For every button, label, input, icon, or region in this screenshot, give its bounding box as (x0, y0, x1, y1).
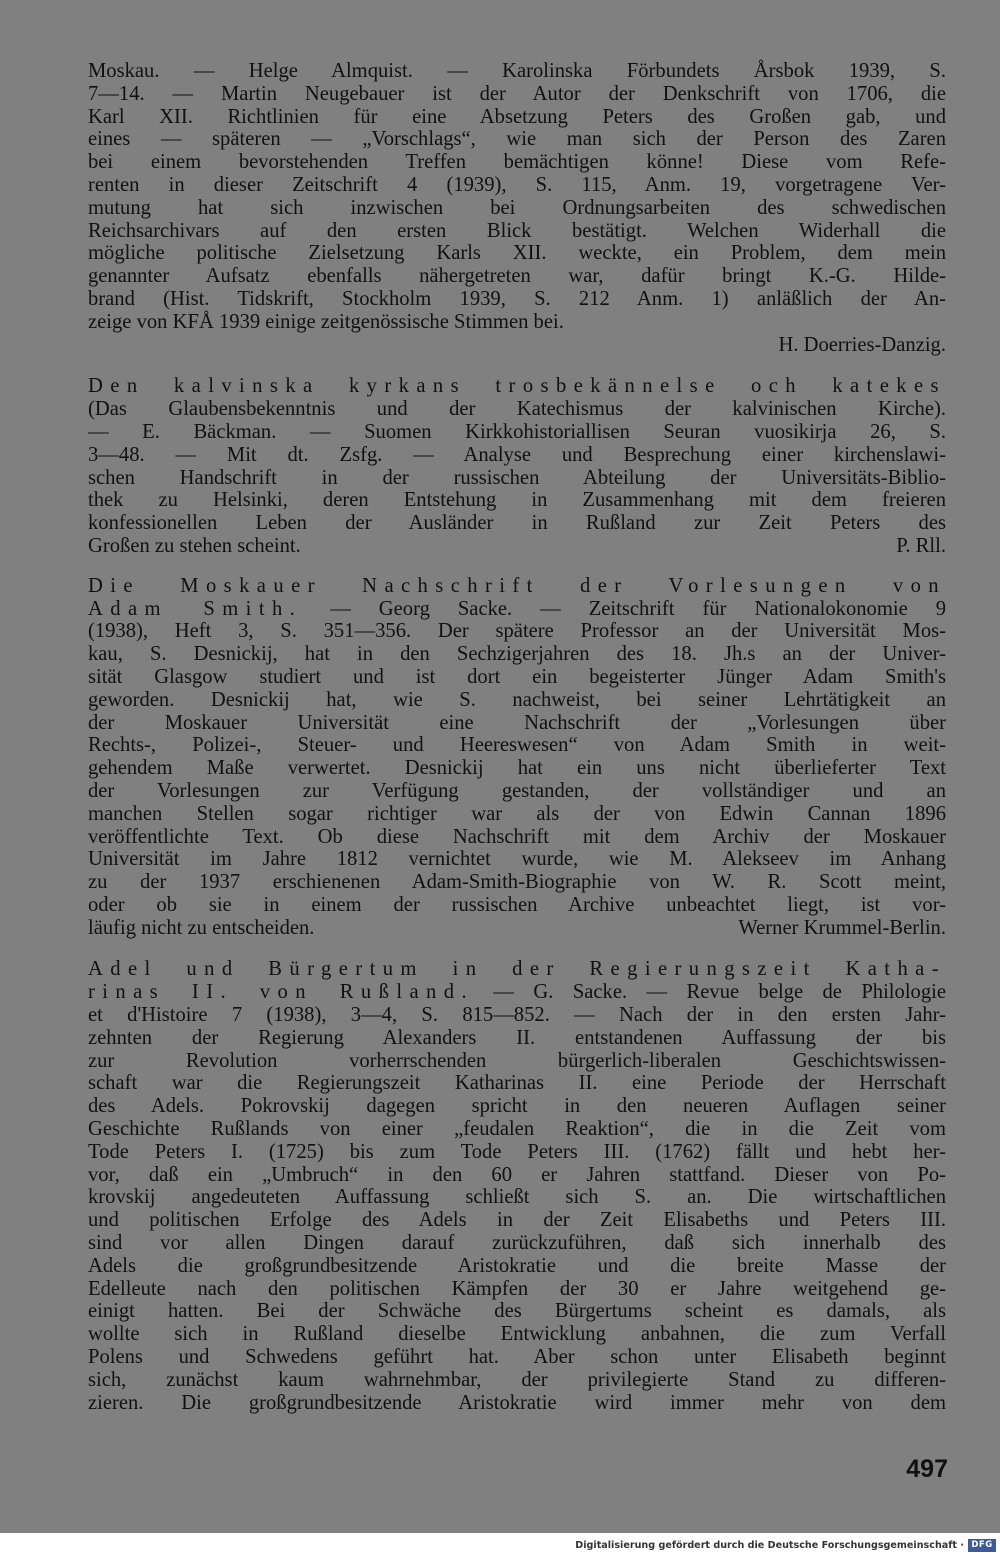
text-line: manchen Stellen sogar richtiger war als der von Edwin Cannan 1896 (88, 802, 946, 825)
text-line: kau, S. Desnickij, hat in den Sechzigerjahren des 18. Jh.s an der Univer- (88, 643, 946, 666)
entry-title-end: rinas II. von Rußland. (88, 981, 475, 1004)
text-line: Moskau. — Helge Almquist. — Karolinska Förbundets Årsbok 1939, S. (88, 60, 946, 82)
text-line (88, 535, 946, 558)
text-line: gehendem Maße verwertet. Desnickij hat ein uns nicht überlieferter Text (88, 757, 946, 780)
text-line (88, 981, 946, 1004)
page-number: 497 (906, 1455, 948, 1483)
text-line: wollte sich in Rußland dieselbe Entwicklung anbahnen, die zum Verfall (88, 1323, 946, 1346)
text-line: vor, daß ein „Umbruch“ in den 60 er Jahren stattfand. Dieser von Po- (88, 1163, 946, 1186)
text-line: des Adels. Pokrovskij dagegen spricht in den neueren Auflagen seiner (88, 1095, 946, 1118)
entry-citation: — G. Sacke. — Revue belge de Philologie (474, 981, 946, 1004)
text-line: 3—48. — Mit dt. Zsfg. — Analyse und Besprechung einer kirchenslawi- (88, 443, 946, 466)
text-line: bei einem bevorstehenden Treffen bemächtigen könne! Diese vom Refe- (88, 151, 946, 174)
entry-title: Adel und Bürgertum in der Regierungszeit Katha- (88, 958, 946, 981)
text-line: (Das Glaubensbekenntnis und der Katechismus der kalvinischen Kirche). (88, 398, 946, 421)
text-line: und politischen Erfolge des Adels in der Zeit Elisabeths und Peters III. (88, 1209, 946, 1232)
text-line: brand (Hist. Tidskrift, Stockholm 1939, S. 212 Anm. 1) anläßlich der An- (88, 287, 946, 310)
text-line: oder ob sie in einem der russischen Archive unbeachtet liegt, ist vor- (88, 893, 946, 916)
author-signature: H. Doerries-Danzig. (778, 333, 946, 356)
entry-title: Die Moskauer Nachschrift der Vorlesungen von (88, 574, 946, 597)
text-line: Karl XII. Richtlinien für eine Absetzung Peters des Großen gab, und (88, 105, 946, 128)
text-line: einigt hatten. Bei der Schwäche des Bürgertums scheint es damals, als (88, 1300, 946, 1323)
text-line: der Vorlesungen zur Verfügung gestanden, der vollständiger und an (88, 779, 946, 802)
text-line: schaft war die Regierungszeit Katharinas II. eine Periode der Herrschaft (88, 1072, 946, 1095)
text-line-end: Großen zu stehen scheint. (88, 534, 301, 557)
text-line: zehnten der Regierung Alexanders II. entstandenen Auffassung der bis (88, 1026, 946, 1049)
text-line: konfessionellen Leben der Ausländer in Rußland zur Zeit Peters des (88, 512, 946, 535)
text-line: veröffentlichte Text. Ob diese Nachschrift mit dem Archiv der Moskauer (88, 825, 946, 848)
text-line: Reichsarchivars auf den ersten Blick bestätigt. Welchen Widerhall die (88, 219, 946, 242)
entry-sacke-adel (88, 958, 946, 1414)
text-line: zu der 1937 erschienenen Adam-Smith-Biographie von W. R. Scott meint, (88, 871, 946, 894)
entry-title-end: Adam Smith. (88, 597, 303, 620)
dfg-logo-icon: DFG (968, 1539, 996, 1552)
text-line: geworden. Desnickij hat, wie S. nachweist, bei seiner Lehrtätigkeit an (88, 688, 946, 711)
text-line: schen Handschrift in der russischen Abteilung der Universitäts-Biblio- (88, 466, 946, 489)
text-line: — E. Bäckman. — Suomen Kirkkohistoriallisen Seuran vuosikirja 26, S. (88, 420, 946, 443)
text-line: mögliche politische Zielsetzung Karls XII. weckte, ein Problem, dem mein (88, 242, 946, 265)
text-line: genannter Aufsatz ebenfalls nähergetreten war, dafür bringt K.-G. Hilde- (88, 265, 946, 288)
text-line: mutung hat sich inzwischen bei Ordnungsarbeiten des schwedischen (88, 196, 946, 219)
text-line: thek zu Helsinki, deren Entstehung in Zusammenhang mit dem freieren (88, 489, 946, 512)
text-line: renten in dieser Zeitschrift 4 (1939), S. 115, Anm. 19, vorgetragene Ver- (88, 173, 946, 196)
text-line: eines — späteren — „Vorschlags“, wie man sich der Person des Zaren (88, 128, 946, 151)
entry-citation: — Georg Sacke. — Zeitschrift für Nationalokonomie 9 (302, 597, 946, 620)
text-line: Edelleute nach den politischen Kämpfen der 30 er Jahre weitgehend ge- (88, 1277, 946, 1300)
entry-sacke-smith (88, 575, 946, 940)
text-line: 7—14. — Martin Neugebauer ist der Autor der Denkschrift von 1706, die (88, 82, 946, 105)
text-line-end: läufig nicht zu entscheiden. (88, 916, 315, 939)
text-line: sind vor allen Dingen darauf zurückzuführen, daß sich innerhalb des (88, 1232, 946, 1255)
text-column (88, 60, 946, 1414)
text-line: Universität im Jahre 1812 vernichtet wurde, wie M. Alekseev im Anhang (88, 848, 946, 871)
entry-almquist (88, 60, 946, 356)
text-line: zur Revolution vorherrschenden bürgerlich-liberalen Geschichtswissen- (88, 1049, 946, 1072)
text-line: zieren. Die großgrundbesitzende Aristokratie wird immer mehr von dem (88, 1391, 946, 1414)
funding-credit: Digitalisierung gefördert durch die Deutsche Forschungsgemeinschaft · (575, 1540, 964, 1551)
text-line: Polens und Schwedens geführt hat. Aber schon unter Elisabeth beginnt (88, 1346, 946, 1369)
text-line: (1938), Heft 3, S. 351—356. Der spätere Professor an der Universität Mos- (88, 620, 946, 643)
digitization-footer (0, 1535, 1000, 1557)
author-signature: Werner Krummel-Berlin. (738, 916, 946, 939)
text-line: Rechts-, Polizei-, Steuer- und Heereswesen“ von Adam Smith in weit- (88, 734, 946, 757)
text-line: der Moskauer Universität eine Nachschrift der „Vorlesungen über (88, 711, 946, 734)
text-line: sität Glasgow studiert und ist dort ein begeisterter Jünger Adam Smith's (88, 665, 946, 688)
text-line: Tode Peters I. (1725) bis zum Tode Peters III. (1762) fällt und hebt her- (88, 1140, 946, 1163)
text-line (88, 598, 946, 621)
entry-title: Den kalvinska kyrkans trosbekännelse och katekes (88, 375, 946, 398)
text-line: sich, zunächst kaum wahrnehmbar, der privilegierte Stand zu differen- (88, 1368, 946, 1391)
text-line: Geschichte Rußlands von einer „feudalen Reaktion“, die in die Zeit vom (88, 1118, 946, 1141)
text-line (88, 917, 946, 940)
author-signature: P. Rll. (896, 534, 946, 557)
text-line: krovskij angedeuteten Auffassung schließt sich S. an. Die wirtschaftlichen (88, 1186, 946, 1209)
text-line: zeige von KFÅ 1939 einige zeitgenössische Stimmen bei. (88, 310, 564, 333)
text-line: et d'Histoire 7 (1938), 3—4, S. 815—852. — Nach der in den ersten Jahr- (88, 1004, 946, 1027)
entry-backman (88, 375, 946, 557)
text-line: Adels die großgrundbesitzende Aristokratie und die breite Masse der (88, 1254, 946, 1277)
